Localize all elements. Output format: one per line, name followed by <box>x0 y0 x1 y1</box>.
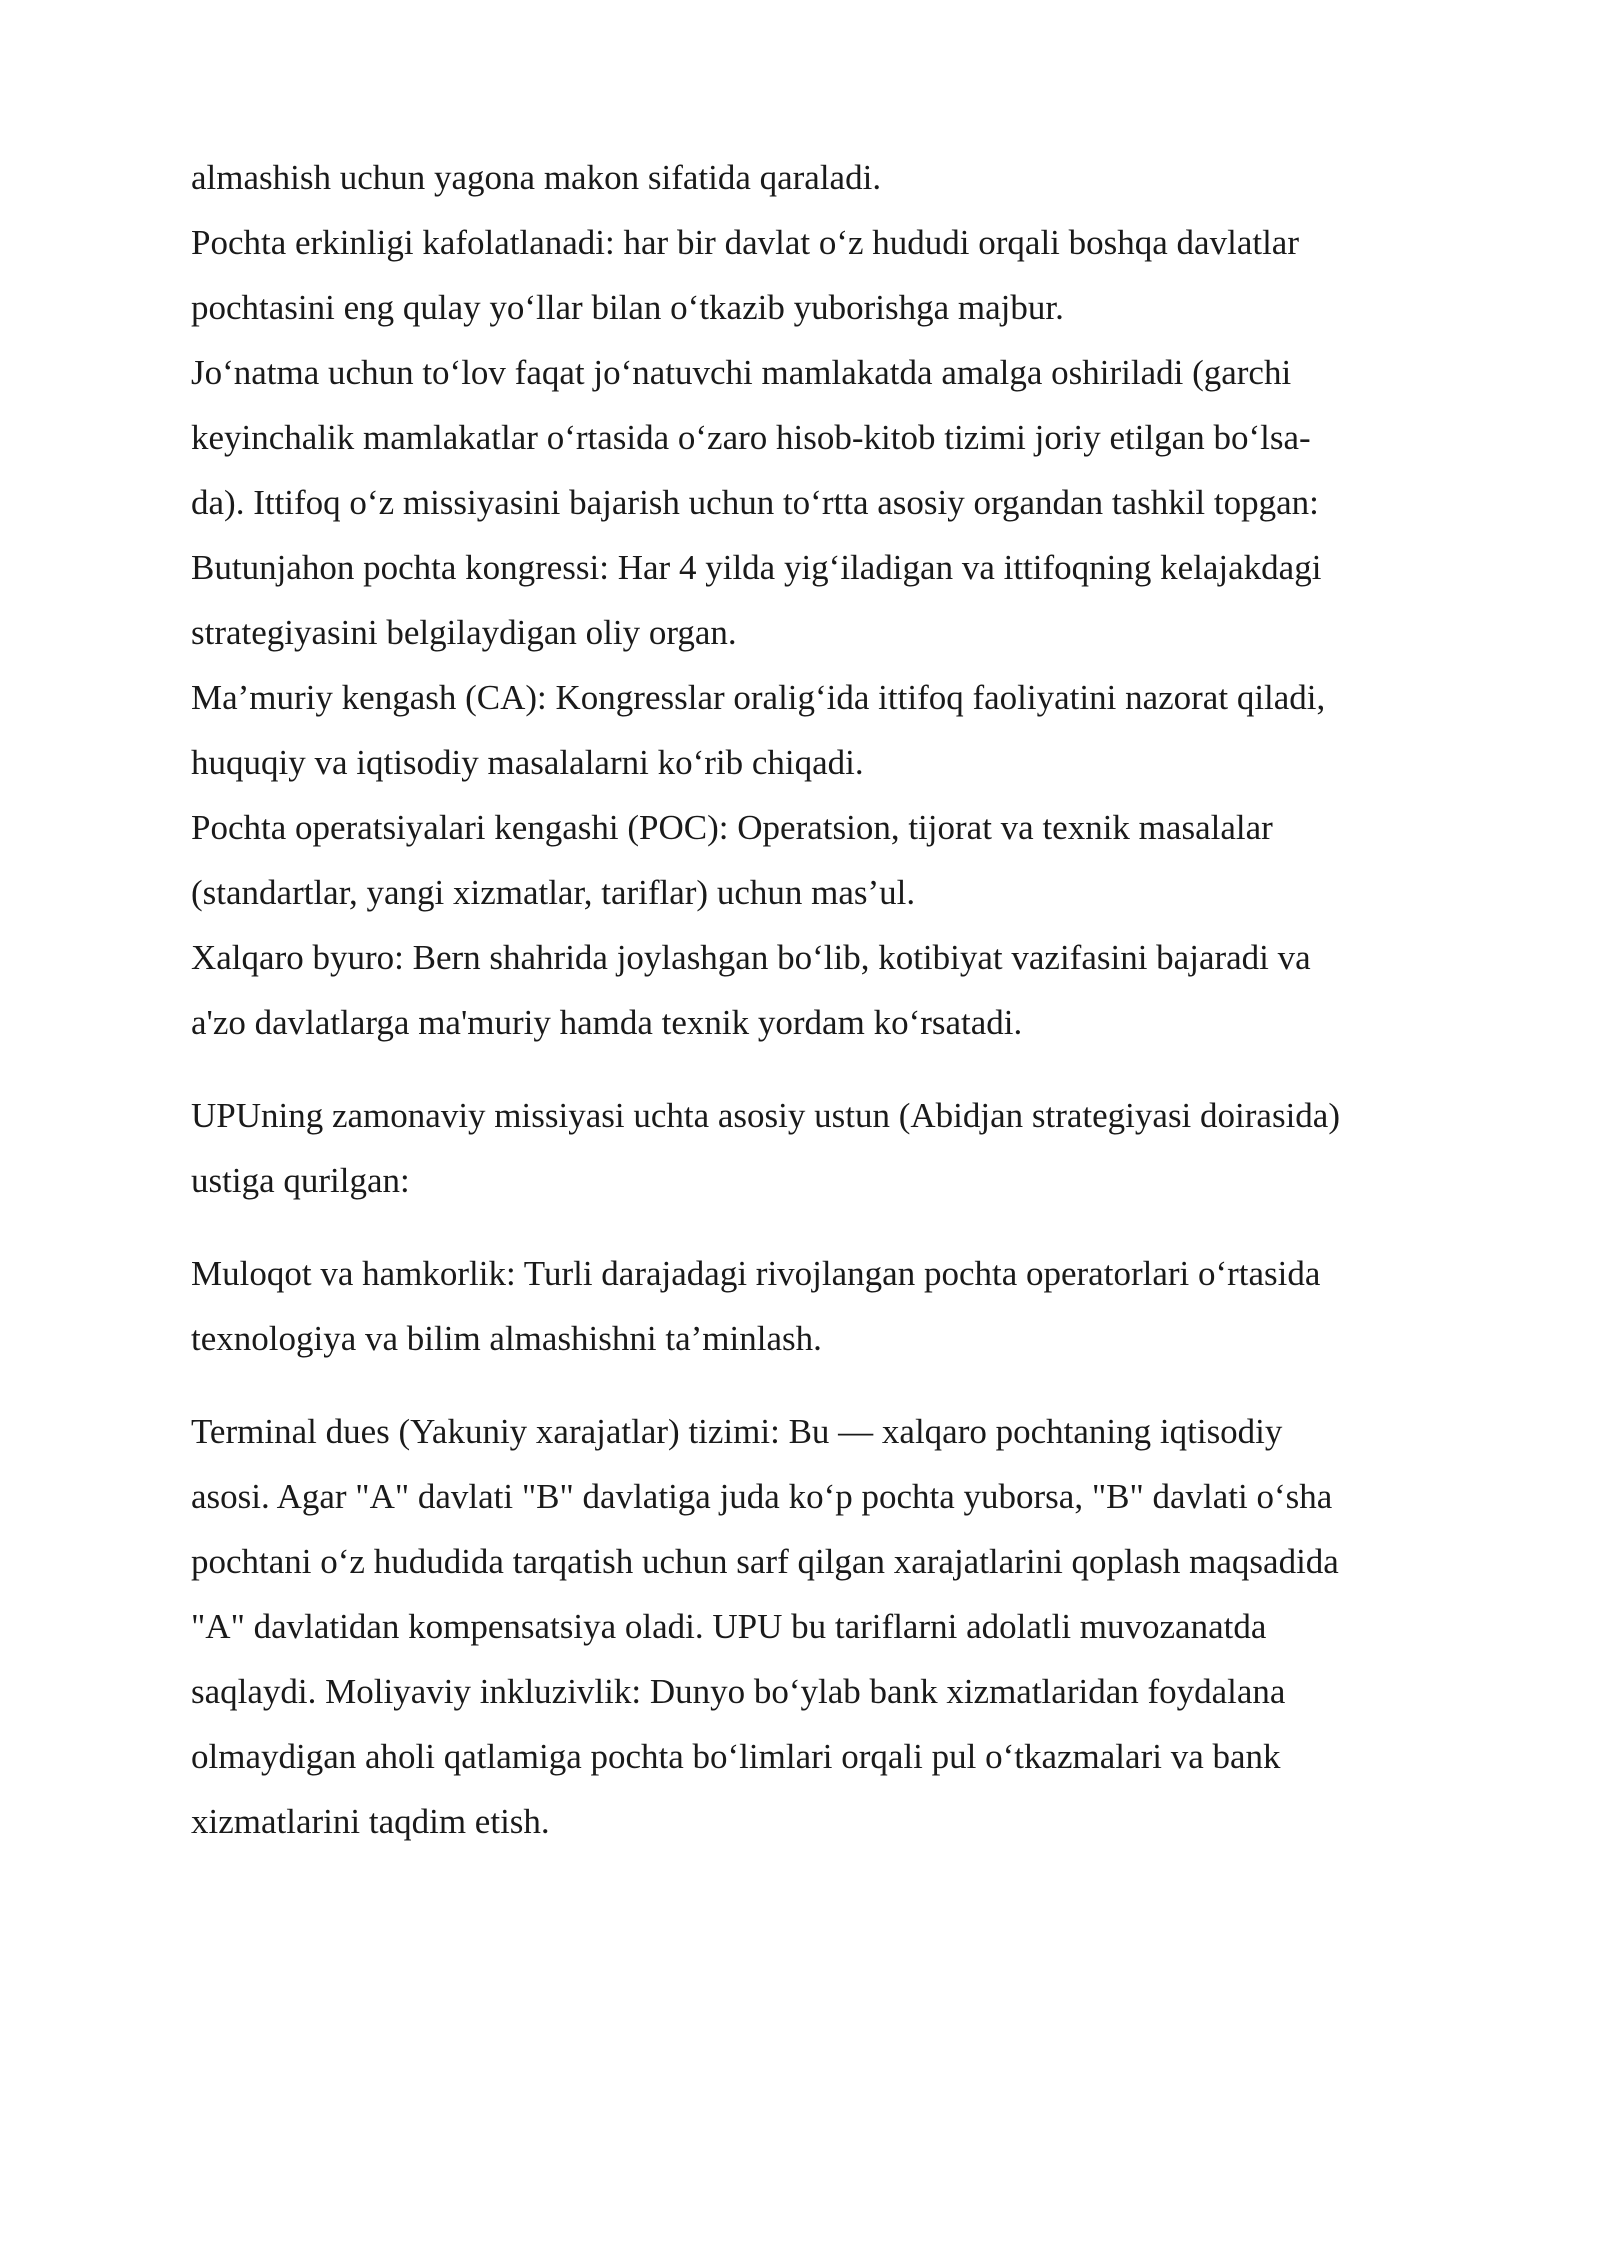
paragraph-block-2 <box>191 1083 1441 1213</box>
text-line: (standartlar, yangi xizmatlar, tariflar) uchun mas’ul. <box>191 873 916 912</box>
text-line: strategiyasini belgilaydigan oliy organ. <box>191 613 737 652</box>
text-line: Xalqaro byuro: Bern shahrida joylashgan bo‘lib, kotibiyat vazifasini bajaradi va <box>191 938 1311 977</box>
document-page <box>191 145 1441 1854</box>
text-line: olmaydigan aholi qatlamiga pochta bo‘limlari orqali pul o‘tkazmalari va bank <box>191 1737 1281 1776</box>
text-line: xizmatlarini taqdim etish. <box>191 1802 550 1841</box>
text-line: pochtasini eng qulay yo‘llar bilan o‘tkazib yuborishga majbur. <box>191 288 1064 327</box>
text-line: ustiga qurilgan: <box>191 1161 410 1200</box>
paragraph-block-1 <box>191 145 1441 1055</box>
paragraph-block-4 <box>191 1399 1441 1854</box>
text-line: pochtani o‘z hududida tarqatish uchun sarf qilgan xarajatlarini qoplash maqsadida <box>191 1542 1339 1581</box>
paragraph-block-3 <box>191 1241 1441 1371</box>
text-line: Muloqot va hamkorlik: Turli darajadagi rivojlangan pochta operatorlari o‘rtasida <box>191 1254 1321 1293</box>
text-line: Terminal dues (Yakuniy xarajatlar) tizimi: Bu — xalqaro pochtaning iqtisodiy <box>191 1412 1283 1451</box>
text-line: Ma’muriy kengash (CA): Kongresslar oralig‘ida ittifoq faoliyatini nazorat qiladi, <box>191 678 1326 717</box>
text-line: da). Ittifoq o‘z missiyasini bajarish uchun to‘rtta asosiy organdan tashkil topgan: <box>191 483 1319 522</box>
text-line: Pochta erkinligi kafolatlanadi: har bir davlat o‘z hududi orqali boshqa davlatlar <box>191 223 1299 262</box>
text-line: almashish uchun yagona makon sifatida qaraladi. <box>191 158 882 197</box>
text-line: asosi. Agar "A" davlati "B" davlatiga juda ko‘p pochta yuborsa, "B" davlati o‘sha <box>191 1477 1333 1516</box>
text-line: Butunjahon pochta kongressi: Har 4 yilda yig‘iladigan va ittifoqning kelajakdagi <box>191 548 1322 587</box>
text-line: saqlaydi. Moliyaviy inkluzivlik: Dunyo bo‘ylab bank xizmatlaridan foydalana <box>191 1672 1286 1711</box>
text-line: keyinchalik mamlakatlar o‘rtasida o‘zaro hisob-kitob tizimi joriy etilgan bo‘lsa- <box>191 418 1311 457</box>
text-line: a'zo davlatlarga ma'muriy hamda texnik yordam ko‘rsatadi. <box>191 1003 1023 1042</box>
text-line: Pochta operatsiyalari kengashi (POC): Operatsion, tijorat va texnik masalalar <box>191 808 1273 847</box>
text-line: texnologiya va bilim almashishni ta’minlash. <box>191 1319 822 1358</box>
text-line: "A" davlatidan kompensatsiya oladi. UPU bu tariflarni adolatli muvozanatda <box>191 1607 1267 1646</box>
text-line: UPUning zamonaviy missiyasi uchta asosiy ustun (Abidjan strategiyasi doirasida) <box>191 1096 1340 1135</box>
text-line: Jo‘natma uchun to‘lov faqat jo‘natuvchi mamlakatda amalga oshiriladi (garchi <box>191 353 1292 392</box>
text-line: huquqiy va iqtisodiy masalalarni ko‘rib chiqadi. <box>191 743 864 782</box>
